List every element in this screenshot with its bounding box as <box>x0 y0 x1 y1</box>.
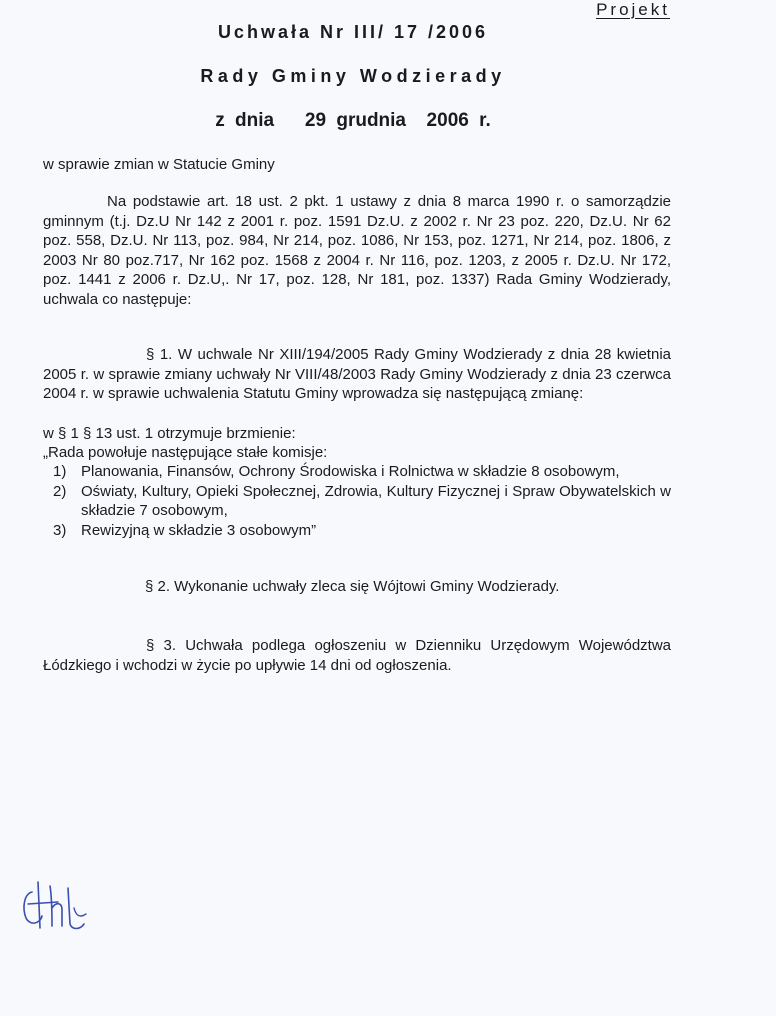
legal-basis-paragraph: Na podstawie art. 18 ust. 2 pkt. 1 ustawy z dnia 8 marca 1990 r. o samorządzie gminnym (t.j. Dz.U Nr 142 z 2001 r. poz. 1591 Dz.U. z 2002 r. Nr 23 poz. 220, Dz.U. Nr 62 poz. 558, Dz.U. Nr 113, poz. 984, Nr 214, poz. 1086, Nr 153, poz. 1271, Nr 214, poz. 1806, z 2003 Nr 80 poz.717, Nr 162 poz. 1568 z 2004 r. Nr 116, poz. 1203, z 2005 r. Dz.U. Nr 172, poz. 1441 z 2006 r. Dz.U,. Nr 17, poz. 128, Nr 181, poz. 1337) Rada Gminy Wodzierady, uchwala co następuje: <box>43 193 671 308</box>
list-item-text: Planowania, Finansów, Ochrony Środowiska i Rolnictwa w składzie 8 osobowym, <box>81 463 620 480</box>
handwritten-signature <box>18 868 90 940</box>
resolution-date: z dnia 29 grudnia 2006 r. <box>215 110 491 131</box>
quote-intro: „Rada powołuje następujące stałe komisje: <box>43 444 328 461</box>
list-item <box>43 521 671 541</box>
section-3-paragraph: § 3. Uchwała podlega ogłoszeniu w Dzienniku Urzędowym Województwa Łódzkiego i wchodzi w życie po upływie 14 dni od ogłoszenia. <box>43 637 671 674</box>
committee-list <box>43 462 671 540</box>
list-item-number: 3) <box>53 521 67 539</box>
list-item <box>43 462 671 482</box>
council-name: Rady Gminy Wodzierady <box>200 66 506 86</box>
resolution-number: Uchwała Nr III/ 17 /2006 <box>217 22 489 42</box>
section-2-paragraph: § 2. Wykonanie uchwały zleca się Wójtowi Gminy Wodzierady. <box>145 578 560 595</box>
projekt-label: Projekt <box>596 0 670 19</box>
list-item-text: Oświaty, Kultury, Opieki Społecznej, Zdrowia, Kultury Fizycznej i Spraw Obywatelskich w składzie 7 osobowym, <box>81 482 671 519</box>
list-item-text: Rewizyjną w składzie 3 osobowym” <box>81 521 317 539</box>
list-item-number: 2) <box>53 482 67 500</box>
resolution-subject: w sprawie zmian w Statucie Gminy <box>43 156 275 173</box>
list-item-number: 1) <box>53 463 67 480</box>
amendment-line: w § 1 § 13 ust. 1 otrzymuje brzmienie: <box>43 425 296 442</box>
section-1-paragraph: § 1. W uchwale Nr XIII/194/2005 Rady Gminy Wodzierady z dnia 28 kwietnia 2005 r. w sprawie zmiany uchwały Nr VIII/48/2003 Rady Gminy Wodzierady z dnia 23 czerwca 2004 r. w sprawie uchwalenia Statutu Gminy wprowadza się następującą zmianę: <box>43 346 671 402</box>
list-item <box>43 482 671 521</box>
